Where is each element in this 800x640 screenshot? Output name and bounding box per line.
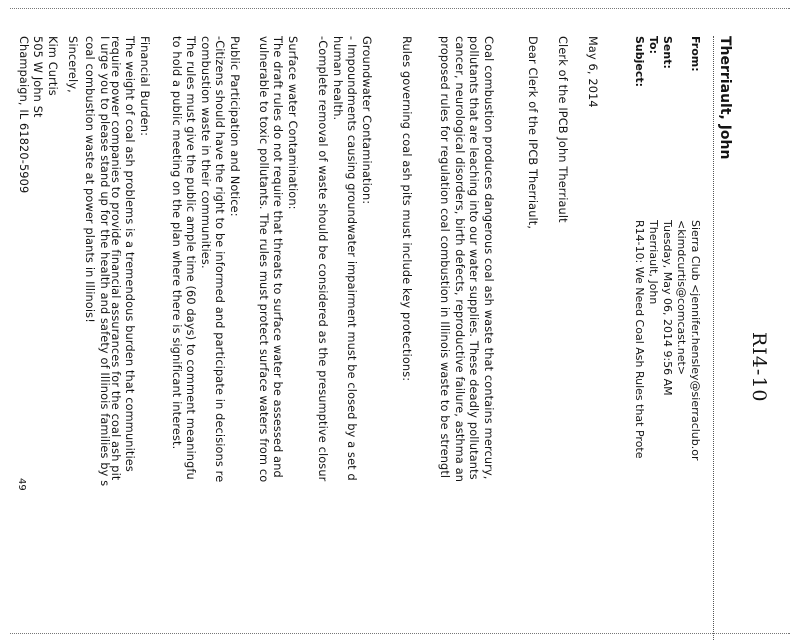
groundwater-line: -Complete removal of waste should be considered as the presumptive closur [316, 36, 330, 482]
intro-line: proposed rules for regulation coal combustion in Illinois waste to be strengtl [438, 36, 452, 479]
letter-date: May 6, 2014 [586, 36, 599, 108]
participation-line: The rules must give the public ample time (60 days) to comment meaningfu [184, 36, 198, 480]
groundwater-line: human health. [331, 36, 344, 121]
participation-line: -Citizens should have the right to be informed and participate in decisions re [213, 36, 227, 483]
scanned-document-page [10, 8, 790, 640]
letter-recipient: Clerk of the IPCB John Therriault [556, 36, 569, 223]
participation-line: Public Participation and Notice: [228, 36, 241, 217]
email-header-value: Sierra Club <jennifer.hensley@sierraclub.or [689, 220, 702, 461]
intro-closing-line: Rules governing coal ash pits must include key protections: [400, 36, 413, 382]
signature-line: Champaign, IL 61820-5909 [17, 36, 30, 194]
page-number: 49 [16, 478, 27, 491]
urge-line: coal combustion waste at power plants in Illinois! [83, 36, 97, 323]
closing: Sincerely, [66, 36, 79, 93]
scan-edge-left [10, 8, 790, 13]
participation-line: combustion waste in their communities. [199, 36, 212, 269]
sender-name: Therriault, John [717, 36, 733, 160]
signature-line: 505 W John St [31, 36, 45, 118]
intro-line: Coal combustion produces dangerous coal ash waste that contains mercury, [482, 36, 495, 480]
email-header-row [632, 36, 646, 636]
email-header-value: Tuesday, May 06, 2014 9:56 AM [661, 220, 674, 396]
signature-line: Kim Curtis [46, 36, 59, 96]
surface-water-line: Surface water Contamination: [286, 36, 299, 210]
financial-line: The weight of coal ash problems is a tremendous burden that communities [123, 36, 137, 472]
email-header-label: Sent: [661, 36, 674, 69]
financial-line: require power companies to provide financial assurances for the coal ash pit [109, 36, 122, 481]
participation-line: to hold a public meeting on the plan where there is significant interest. [170, 36, 183, 450]
email-header-row [660, 36, 674, 636]
urge-line: I urge you to please stand up for the health and safety of Illinois families by s [98, 36, 111, 487]
surface-water-line: The draft rules do not require that threats to surface water be assessed and [271, 36, 285, 478]
intro-line: pollutants that are leaching into our water supplies. These deadly pollutants [467, 36, 481, 480]
header-divider [713, 36, 714, 640]
email-header-label: Subject: [633, 36, 646, 88]
groundwater-line: - Impoundments causing groundwater impairment must be closed by a set d [345, 36, 359, 481]
salutation: Dear Clerk of the IPCB Therriault, [526, 36, 539, 230]
docket-title: RI4-10 [748, 332, 770, 403]
surface-water-line: vulnerable to toxic pollutants. The rules must protect surface waters from co [257, 36, 270, 483]
email-header-row [688, 36, 702, 636]
email-header-row [674, 36, 688, 636]
email-header-label: To: [647, 36, 660, 54]
groundwater-line: Groundwater Contamination: [360, 36, 373, 205]
intro-line: cancer, neurological disorders, birth defects, reproductive failure, asthma an [453, 36, 466, 483]
email-header-value: R14-10: We Need Coal Ash Rules that Prote [633, 220, 646, 459]
email-header-value: Therriault, John [647, 220, 660, 305]
financial-line: Financial Burden: [138, 36, 151, 137]
email-header-value: <kimdcurtis@comcast.net> [675, 220, 688, 376]
email-header-label: From: [689, 36, 702, 72]
email-header-row [646, 36, 660, 636]
